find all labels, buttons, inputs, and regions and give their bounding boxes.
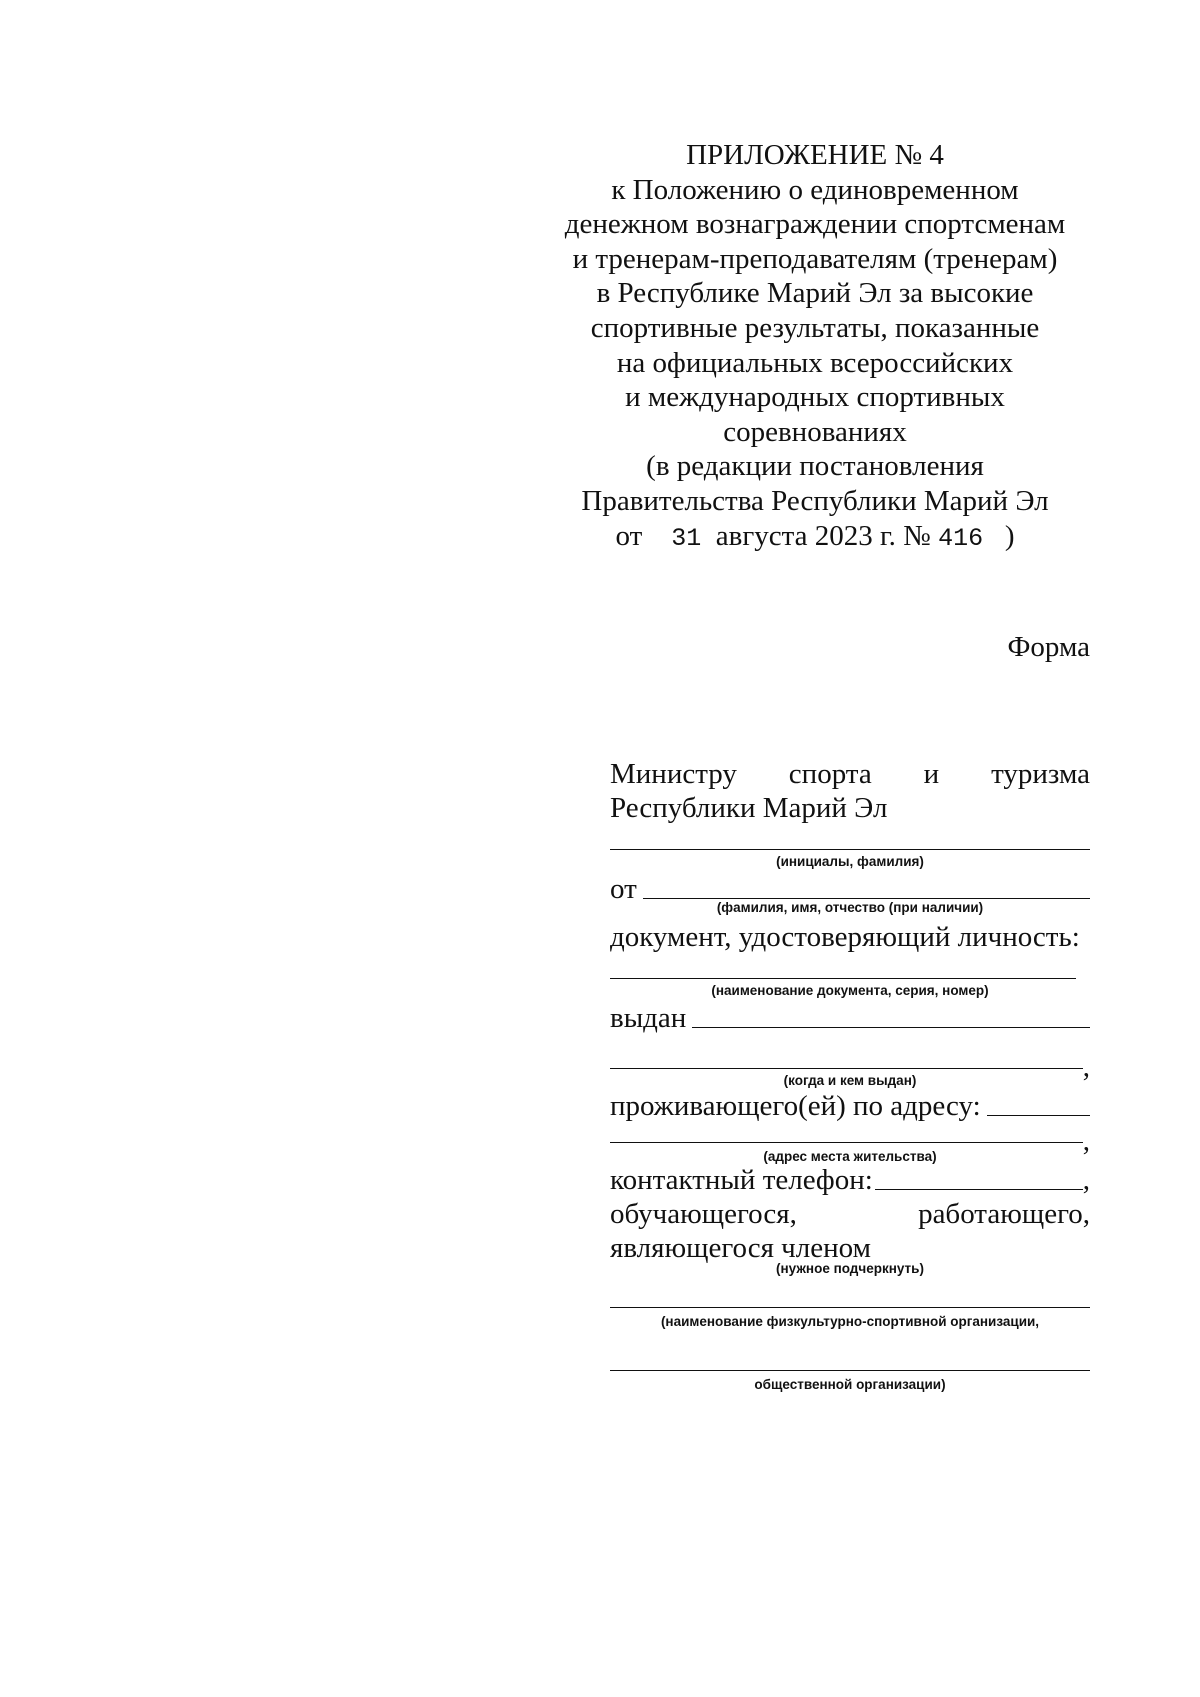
addressee-word: и bbox=[923, 758, 940, 790]
caption-underline: (нужное подчеркнуть) bbox=[776, 1261, 924, 1276]
caption-initials: (инициалы, фамилия) bbox=[776, 854, 924, 869]
comma: , bbox=[1082, 1051, 1090, 1083]
appendix-line: и тренерам-преподавателям (тренерам) bbox=[572, 242, 1058, 275]
addressee-word: туризма bbox=[991, 758, 1090, 790]
appendix-line: спортивные результаты, показанные bbox=[590, 311, 1040, 344]
phone-row bbox=[610, 1163, 1090, 1197]
date-day: 31 bbox=[671, 523, 702, 553]
from-label: от bbox=[610, 873, 637, 905]
addressee-word: Министру bbox=[610, 758, 737, 790]
appendix-title: ПРИЛОЖЕНИЕ № 4 bbox=[686, 139, 944, 171]
caption-document: (наименование документа, серия, номер) bbox=[711, 983, 989, 998]
address-continuation-field[interactable] bbox=[610, 1142, 1083, 1143]
document-field[interactable] bbox=[610, 978, 1076, 979]
issued-label: выдан bbox=[610, 1002, 687, 1034]
appendix-line: Правительства Республики Марий Эл bbox=[581, 484, 1049, 517]
addressee-word: спорта bbox=[788, 758, 872, 790]
addressee-line-2: Республики Марий Эл bbox=[610, 792, 888, 824]
appendix-line: денежном вознаграждении спортсменам bbox=[564, 208, 1066, 241]
comma: , bbox=[1082, 1125, 1090, 1157]
issued-field[interactable] bbox=[692, 1027, 1090, 1028]
document-number: 416 bbox=[938, 523, 984, 553]
caption-organisation-2: общественной организации) bbox=[754, 1377, 946, 1392]
phone-field[interactable] bbox=[875, 1189, 1083, 1190]
caption-address: (адрес места жительства) bbox=[763, 1149, 937, 1164]
id-document-label: документ, удостоверяющий личность: bbox=[610, 921, 1080, 953]
date-rest: августа 2023 г. № bbox=[715, 519, 931, 552]
issued-continuation-field[interactable] bbox=[610, 1068, 1083, 1069]
application-form bbox=[610, 757, 1090, 1393]
issued-row bbox=[610, 1001, 1090, 1035]
appendix-line: на официальных всероссийских bbox=[616, 346, 1014, 379]
date-prefix: от bbox=[615, 519, 643, 552]
status-row bbox=[610, 1197, 1090, 1231]
status-option-employee[interactable]: работающего, bbox=[918, 1198, 1090, 1230]
appendix-date-line bbox=[555, 519, 1075, 557]
appendix-line: соревнованиях bbox=[723, 415, 907, 448]
appendix-header bbox=[555, 138, 1075, 556]
organisation-field-2[interactable] bbox=[610, 1370, 1090, 1371]
caption-organisation-1: (наименование физкультурно-спортивной организации, bbox=[660, 1314, 1040, 1329]
caption-fio: (фамилия, имя, отчество (при наличии) bbox=[716, 900, 984, 915]
appendix-line: и международных спортивных bbox=[625, 381, 1005, 414]
address-row bbox=[610, 1089, 1090, 1123]
comma: , bbox=[1082, 1164, 1090, 1196]
caption-issued: (когда и кем выдан) bbox=[783, 1073, 917, 1088]
close-paren: ) bbox=[1004, 519, 1015, 552]
fio-field[interactable] bbox=[643, 898, 1090, 899]
status-option-student[interactable]: обучающегося, bbox=[610, 1198, 797, 1230]
addressee-line-1 bbox=[610, 757, 1090, 791]
appendix-line: в Республике Марий Эл за высокие bbox=[596, 277, 1034, 310]
form-label: Форма bbox=[1007, 631, 1090, 663]
address-label: проживающего(ей) по адресу: bbox=[610, 1090, 981, 1122]
phone-label: контактный телефон: bbox=[610, 1164, 873, 1196]
appendix-line: (в редакции постановления bbox=[646, 450, 984, 483]
organisation-field[interactable] bbox=[610, 1307, 1090, 1308]
member-label[interactable]: являющегося членом bbox=[610, 1232, 871, 1264]
appendix-line: к Положению о единовременном bbox=[611, 173, 1019, 206]
initials-field[interactable] bbox=[610, 849, 1090, 850]
address-field[interactable] bbox=[987, 1115, 1090, 1116]
